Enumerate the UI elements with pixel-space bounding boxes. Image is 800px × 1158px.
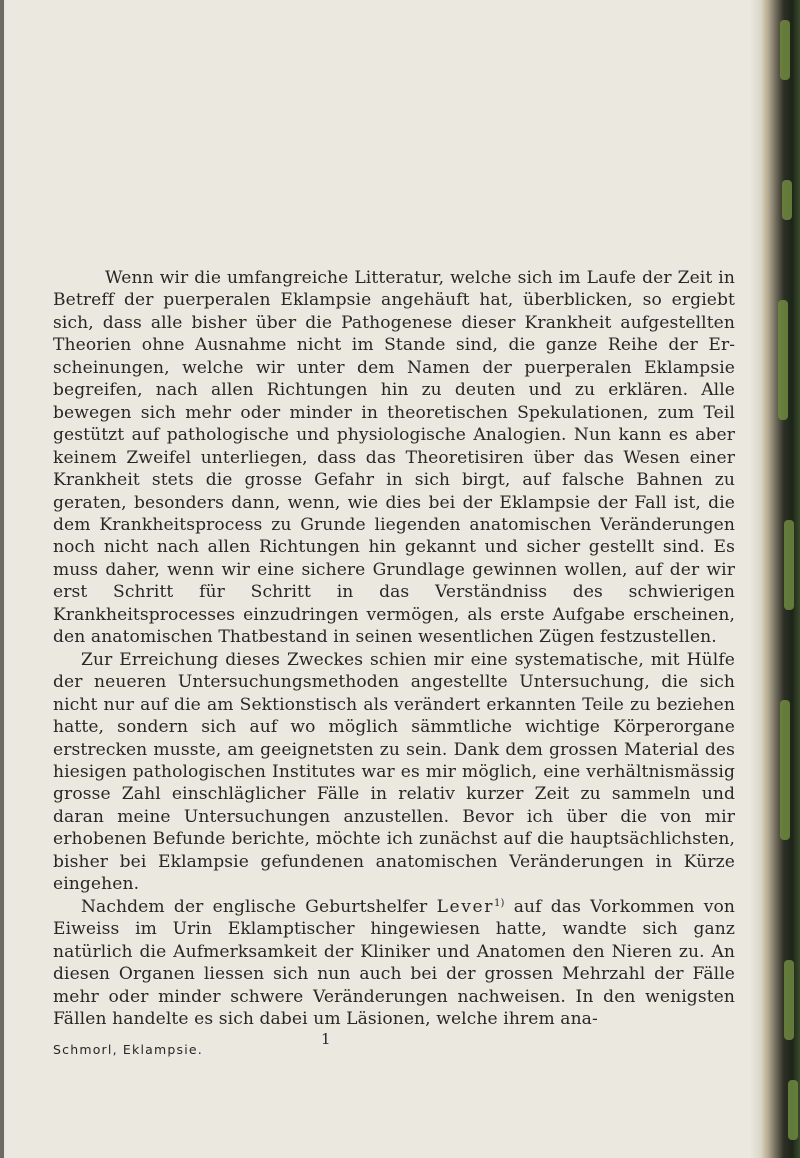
author-name-lever: Lever xyxy=(436,896,494,917)
binding-stain xyxy=(780,20,790,80)
binding-stain xyxy=(784,520,794,610)
sheet-number: 1 xyxy=(321,1030,331,1048)
paragraph-3-start: Nachdem der englische Geburtshelfer xyxy=(81,896,428,917)
binding-stain xyxy=(782,180,792,220)
paragraph-3 xyxy=(53,896,735,1031)
book-binding-edge xyxy=(762,0,800,1158)
page-footer xyxy=(53,1030,735,1082)
body-text xyxy=(53,267,735,1030)
paragraph-1: Wenn wir die umfangreiche Litteratur, welche sich im Laufe der Zeit in Betreff der puerperalen Eklampsie angehäuft hat, überblicken, so ergiebt sich, dass alle bisher über die Pathogenese dieser Krankheit aufgestellten Theorien ohne Ausnahme nicht im Stande sind, die ganze Reihe der Erscheinungen, welche wir unter dem Namen der puerperalen Eklampsie begreifen, nach allen Richtungen hin zu deuten und zu erklären. Alle bewegen sich mehr oder minder in theoretischen Spekulationen, zum Teil gestützt auf pathologische und physiologische Analogien. Nun kann es aber keinem Zweifel unterliegen, dass das Theoretisiren über das Wesen einer Krankheit stets die grosse Gefahr in sich birgt, auf falsche Bahnen zu geraten, besonders dann, wenn, wie dies bei der Eklampsie der Fall ist, die dem Krankheitsprocess zu Grunde liegenden anatomischen Veränderungen noch nicht nach allen Richtungen hin gekannt und sicher gestellt sind. Es muss daher, wenn wir eine sichere Grundlage gewinnen wollen, auf der wir erst Schritt für Schritt in das Verständniss des schwierigen Krankheitsprocesses einzudringen vermögen, als erste Aufgabe erscheinen, den anatomischen Thatbestand in seinen wesentlichen Zügen festzustellen. xyxy=(53,268,735,648)
paragraph-2: Zur Erreichung dieses Zweckes schien mir eine systematische, mit Hülfe der neueren Untersuchungsmethoden angestellte Untersuchung, die sich nicht nur auf die am Sektionstisch als verändert erkannten Teile zu beziehen hatte, sondern sich auf wo möglich sämmtliche wichtige Körperorgane erstrecken musste, am geeignetsten zu sein. Dank dem grossen Material des hiesigen pathologischen Institutes war es mir möglich, eine verhältnismässig grosse Zahl einschläglicher Fälle in relativ kurzer Zeit zu sammeln und daran meine Untersuchungen anzustellen. Bevor ich über die von mir erhobenen Befunde berichte, möchte ich zunächst auf die hauptsächlichsten, bisher bei Eklampsie gefundenen anatomischen Veränderungen in Kürze eingehen. xyxy=(53,649,735,895)
binding-stain xyxy=(784,960,794,1040)
binding-stain xyxy=(788,1080,798,1140)
binding-stain xyxy=(780,700,790,840)
paragraph-3-rest: auf das Vorkommen von Eiweiss im Urin Eklamptischer hingewiesen hatte, wandte sich ganz natürlich die Aufmerksamkeit der Kliniker und Anatomen den Nieren zu. An diesen Organen liessen sich nun auch bei der grossen Mehrzahl der Fälle mehr oder minder schwere Veränderungen nachweisen. In den wenigsten Fällen handelte es sich dabei um Läsionen, welche ihrem ana- xyxy=(53,896,735,1029)
binding-stain xyxy=(778,300,788,420)
page-left-edge xyxy=(0,0,4,1158)
footnote-marker: 1) xyxy=(493,897,505,909)
printer-signature: Schmorl, Eklampsie. xyxy=(53,1042,203,1057)
